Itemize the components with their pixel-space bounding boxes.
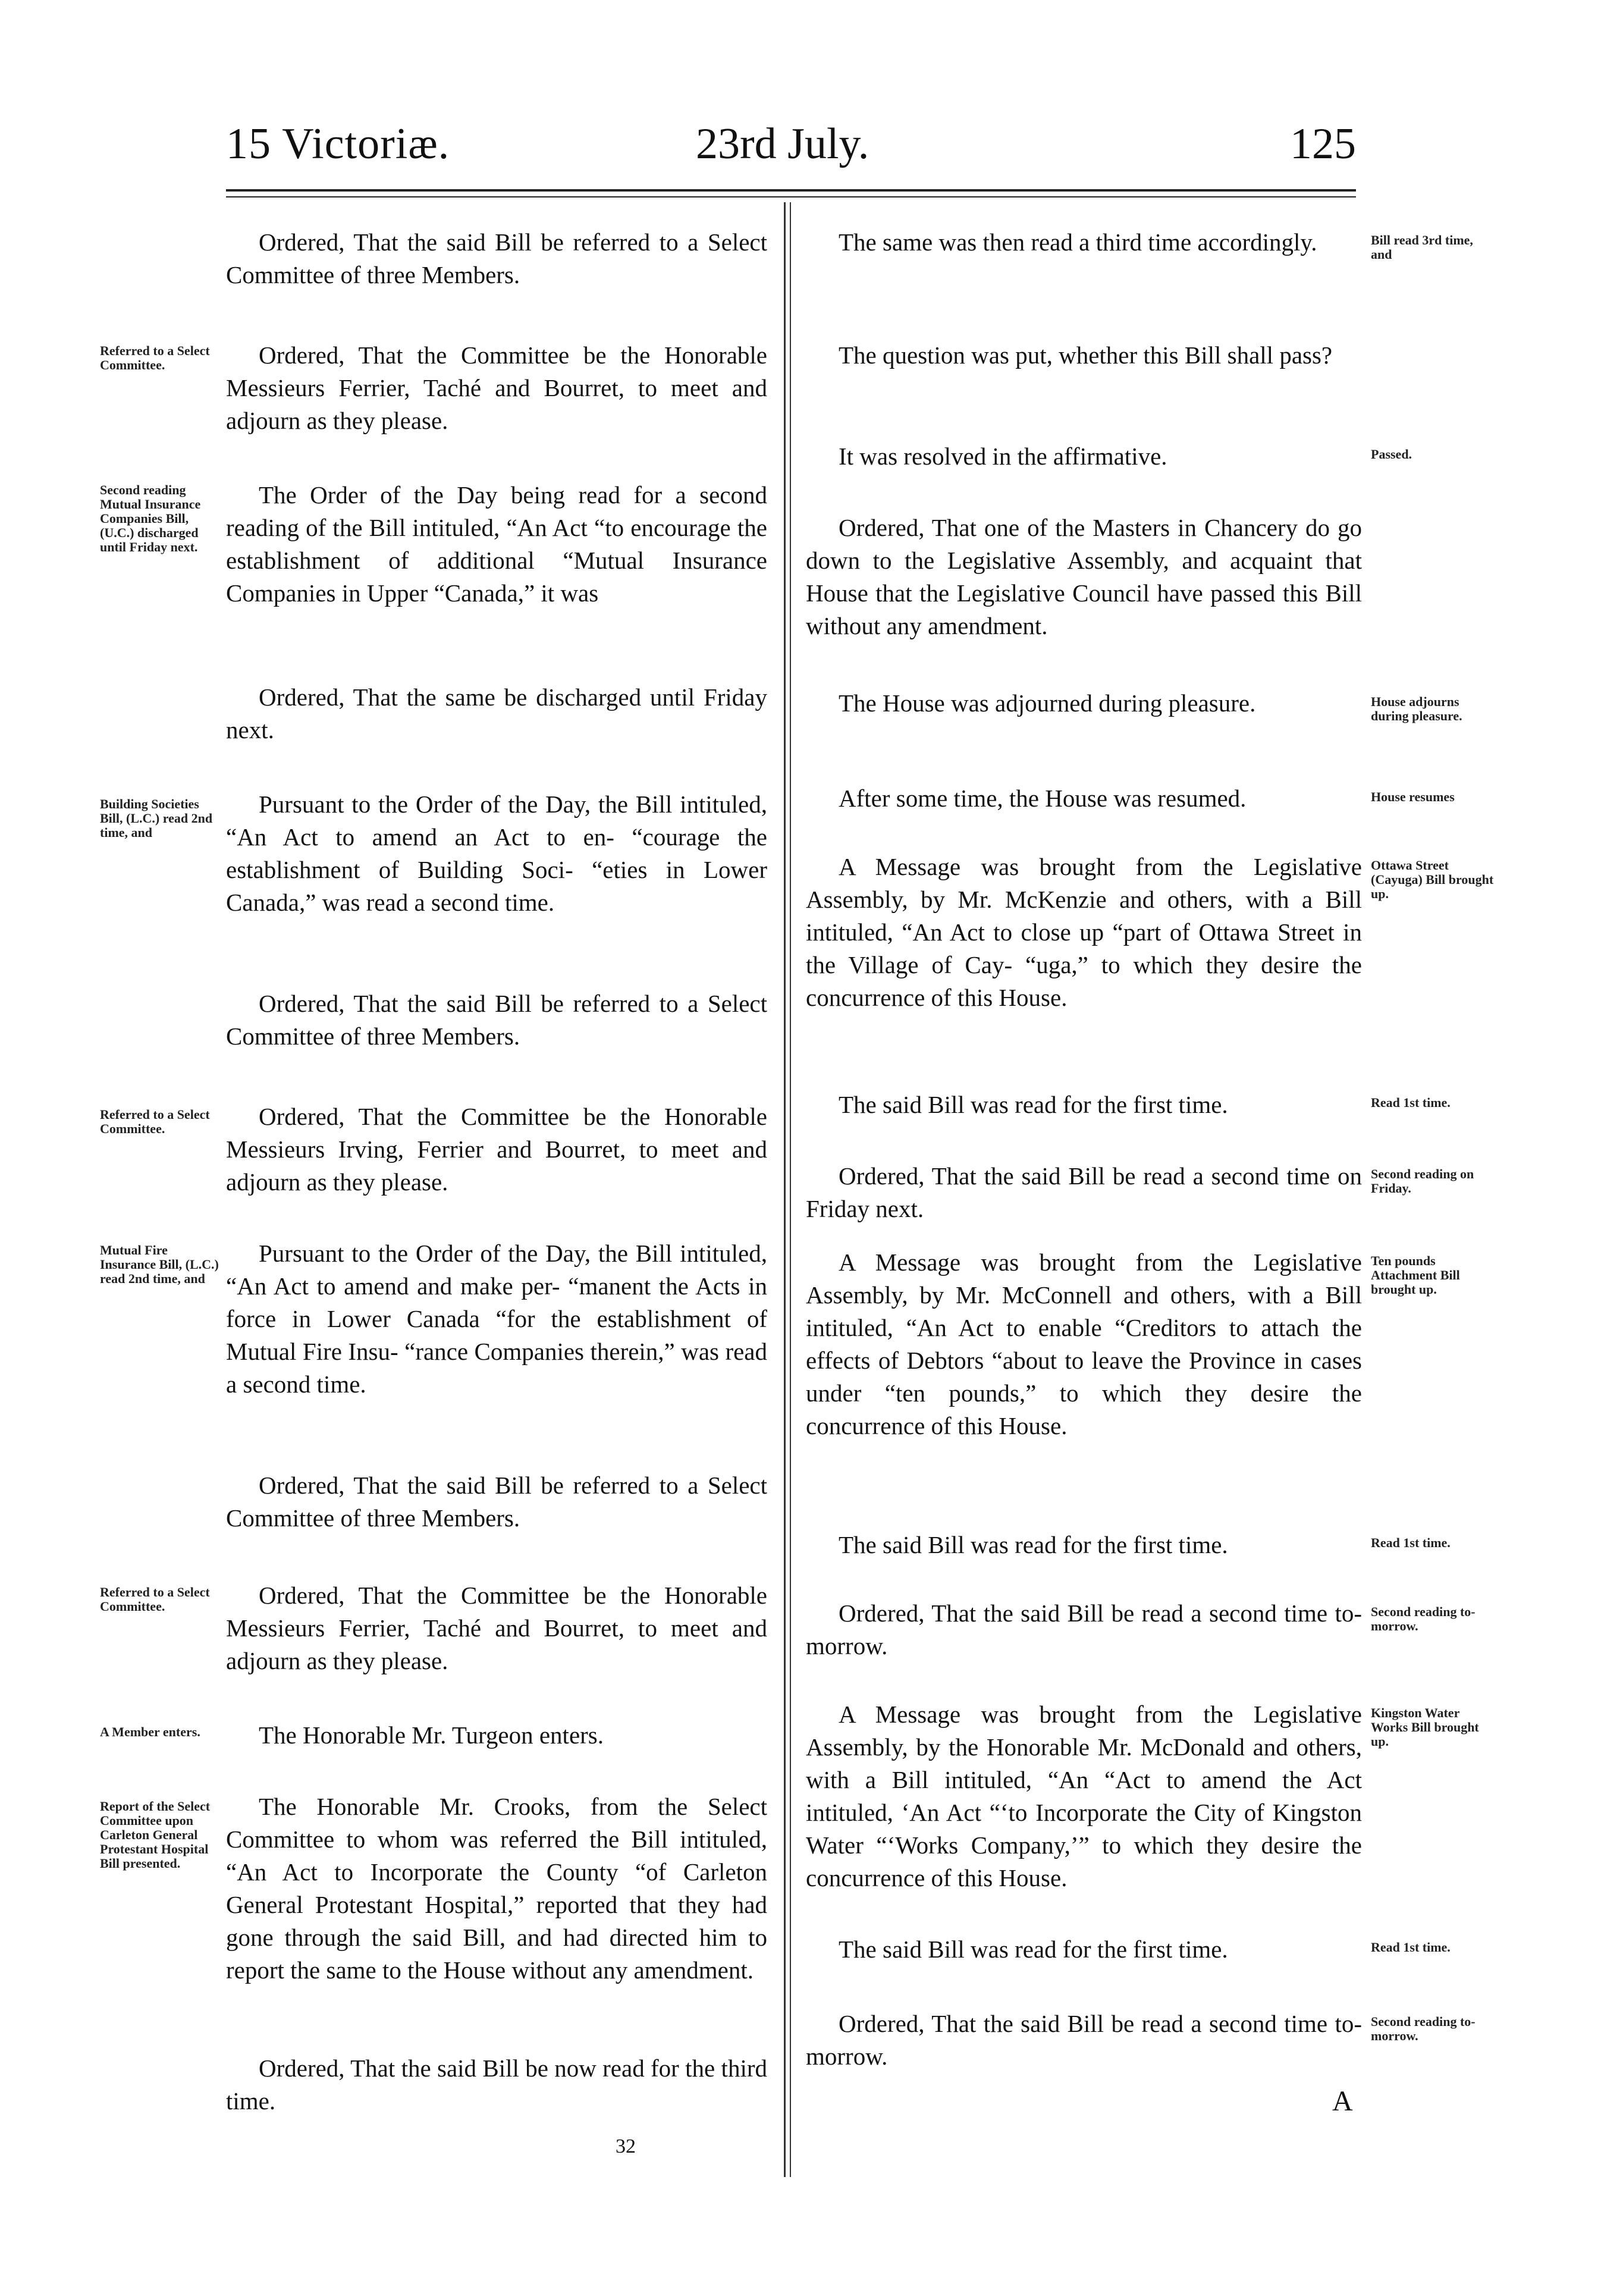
left-margin-note: Second reading Mutual Insurance Companies Bill, (U.C.) discharged until Friday next. [100,482,201,554]
right-margin-note: House adjourns during pleasure. [1371,694,1462,723]
right-margin-note: Second reading to-morrow. [1371,2014,1476,2043]
right-margin-note: Read 1st time. [1371,1535,1451,1550]
right-margin-note: Ottawa Street (Cayuga) Bill brought up. [1371,858,1494,901]
header-session: 15 Victoriæ. [226,120,450,168]
paragraph-text: A Message was brought from the Legislative Assembly, by Mr. McKenzie and others, with a Bill intituled, “An Act to close up “part of Ottawa Street in the Village of Cay- “uga,” to which they desire the concurrence of this House. [806,853,1362,1011]
left-paragraph-9 [226,1469,767,1535]
right-paragraph-4 [806,512,1362,642]
paragraph-text: The question was put, whether this Bill shall pass? [839,341,1333,369]
paragraph-text: The House was adjourned during pleasure. [839,689,1256,717]
left-paragraph-13 [226,2052,767,2118]
left-margin-note: Referred to a Select Committee. [100,1107,210,1136]
left-paragraph-6 [226,987,767,1053]
paragraph-text: The Order of the Day being read for a second reading of the Bill intituled, “An Act “to encourage the establishment of additional “Mutual Insurance Companies in Upper “Canada,” it was [226,481,767,607]
right-paragraph-13 [806,1698,1362,1894]
right-margin-note: Bill read 3rd time, and [1371,233,1473,262]
column-divider [784,202,786,2177]
paragraph-text: The Honorable Mr. Turgeon enters. [259,1721,604,1749]
paragraph-text: The said Bill was read for the first time. [839,1091,1228,1118]
paragraph-text: Ordered, That the said Bill be read a second time to-morrow. [806,1599,1362,1660]
right-margin-note: Second reading to-morrow. [1371,1604,1476,1633]
paragraph-text: Ordered, That the Committee be the Honorable Messieurs Ferrier, Taché and Bourret, to meet and adjourn as they please. [226,1582,767,1674]
catchword: A [1332,2085,1353,2117]
right-paragraph-15 [806,2008,1362,2073]
paragraph-text: The Honorable Mr. Crooks, from the Select Committee to whom was referred the Bill intituled, “An Act to Incorporate the County “of Carleton General Protestant Hospital,” reported that they had gone through the said Bill, and had directed him to report the same to the House without any amendment. [226,1793,767,1984]
right-paragraph-11 [806,1529,1362,1561]
paragraph-text: Ordered, That the same be discharged until Friday next. [226,683,767,744]
left-paragraph-10 [226,1579,767,1677]
left-paragraph-8 [226,1237,767,1401]
right-paragraph-6 [806,782,1362,815]
paragraph-text: Ordered, That the Committee be the Honorable Messieurs Irving, Ferrier and Bourret, to meet and adjourn as they please. [226,1103,767,1196]
right-paragraph-9 [806,1160,1362,1225]
paragraph-text: Ordered, That the said Bill be referred to a Select Committee of three Members. [226,990,767,1050]
right-paragraph-3 [806,440,1362,473]
left-paragraph-11 [226,1719,767,1752]
right-paragraph-14 [806,1933,1362,1966]
left-paragraph-4 [226,681,767,746]
paragraph-text: Ordered, That the said Bill be read a second time to-morrow. [806,2010,1362,2070]
paragraph-text: Ordered, That the said Bill be now read for the third time. [226,2055,767,2115]
paragraph-text: The said Bill was read for the first time. [839,1531,1228,1558]
paragraph-text: Ordered, That the said Bill be read a second time on Friday next. [806,1162,1362,1222]
header-rule-thick [226,189,1356,192]
left-margin-note: Mutual Fire Insurance Bill, (L.C.) read 2nd time, and [100,1243,219,1286]
right-margin-note: Second reading on Friday. [1371,1166,1474,1196]
paragraph-text: The said Bill was read for the first time. [839,1936,1228,1963]
header-rule-thin [226,196,1356,197]
left-paragraph-12 [226,1790,767,1987]
right-margin-note: Read 1st time. [1371,1940,1451,1955]
left-margin-note: Referred to a Select Committee. [100,1585,210,1614]
right-margin-note: Passed. [1371,447,1412,462]
paragraph-text: Ordered, That the Committee be the Honorable Messieurs Ferrier, Taché and Bourret, to meet and adjourn as they please. [226,341,767,434]
paragraph-text: Ordered, That one of the Masters in Chancery do go down to the Legislative Assembly, and acquaint that House that the Legislative Council have passed this Bill without any amendment. [806,514,1362,639]
paragraph-text: Ordered, That the said Bill be referred to a Select Committee of three Members. [226,1472,767,1532]
paragraph-text: A Message was brought from the Legislative Assembly, by the Honorable Mr. McDonald and others, with a Bill intituled, “An “Act to amend the Act intituled, ‘An Act “‘to Incorporate the City of Kingston Water “‘Works Company,’” to which they desire the concurrence of this House. [806,1701,1362,1892]
left-paragraph-2 [226,339,767,437]
paragraph-text: After some time, the House was resumed. [839,785,1247,812]
right-paragraph-1 [806,226,1362,259]
right-paragraph-12 [806,1597,1362,1663]
left-margin-note: Referred to a Select Committee. [100,343,210,372]
left-paragraph-1 [226,226,767,291]
paragraph-text: Pursuant to the Order of the Day, the Bill intituled, “An Act to amend and make per- “manent the Acts in force in Lower Canada “for the establishment of Mutual Fire Insu- “rance Companies therein,” was read a second time. [226,1240,767,1398]
left-margin-note: A Member enters. [100,1724,200,1739]
paragraph-text: Ordered, That the said Bill be referred to a Select Committee of three Members. [226,228,767,288]
left-paragraph-3 [226,479,767,610]
right-paragraph-10 [806,1246,1362,1442]
right-margin-note: House resumes [1371,789,1455,804]
page-header [226,119,1356,184]
left-margin-note: Report of the Select Committee upon Carleton General Protestant Hospital Bill presented. [100,1799,211,1871]
right-paragraph-8 [806,1089,1362,1121]
column-divider-inner [790,202,791,2177]
right-paragraph-2 [806,339,1362,372]
left-margin-note: Building Societies Bill, (L.C.) read 2nd time, and [100,796,213,840]
paragraph-text: A Message was brought from the Legislative Assembly, by Mr. McConnell and others, with a Bill intituled, “An Act to enable “Creditors to attach the effects of Debtors “about to leave the Province in cases under “ten pounds,” to which they desire the concurrence of this House. [806,1249,1362,1439]
signature-number: 32 [616,2135,636,2157]
header-date: 23rd July. [696,120,869,168]
right-margin-note: Kingston Water Works Bill brought up. [1371,1705,1479,1749]
right-paragraph-7 [806,851,1362,1014]
paragraph-text: It was resolved in the affirmative. [839,443,1167,470]
paragraph-text: The same was then read a third time accordingly. [839,228,1317,256]
right-paragraph-5 [806,687,1362,720]
paragraph-text: Pursuant to the Order of the Day, the Bill intituled, “An Act to amend an Act to en- “courage the establishment of Building Soci- “eties in Lower Canada,” was read a second time. [226,791,767,916]
right-margin-note: Read 1st time. [1371,1095,1451,1110]
header-page-number: 125 [1290,120,1356,168]
right-margin-note: Ten pounds Attachment Bill brought up. [1371,1253,1460,1297]
left-paragraph-5 [226,788,767,919]
left-paragraph-7 [226,1100,767,1199]
